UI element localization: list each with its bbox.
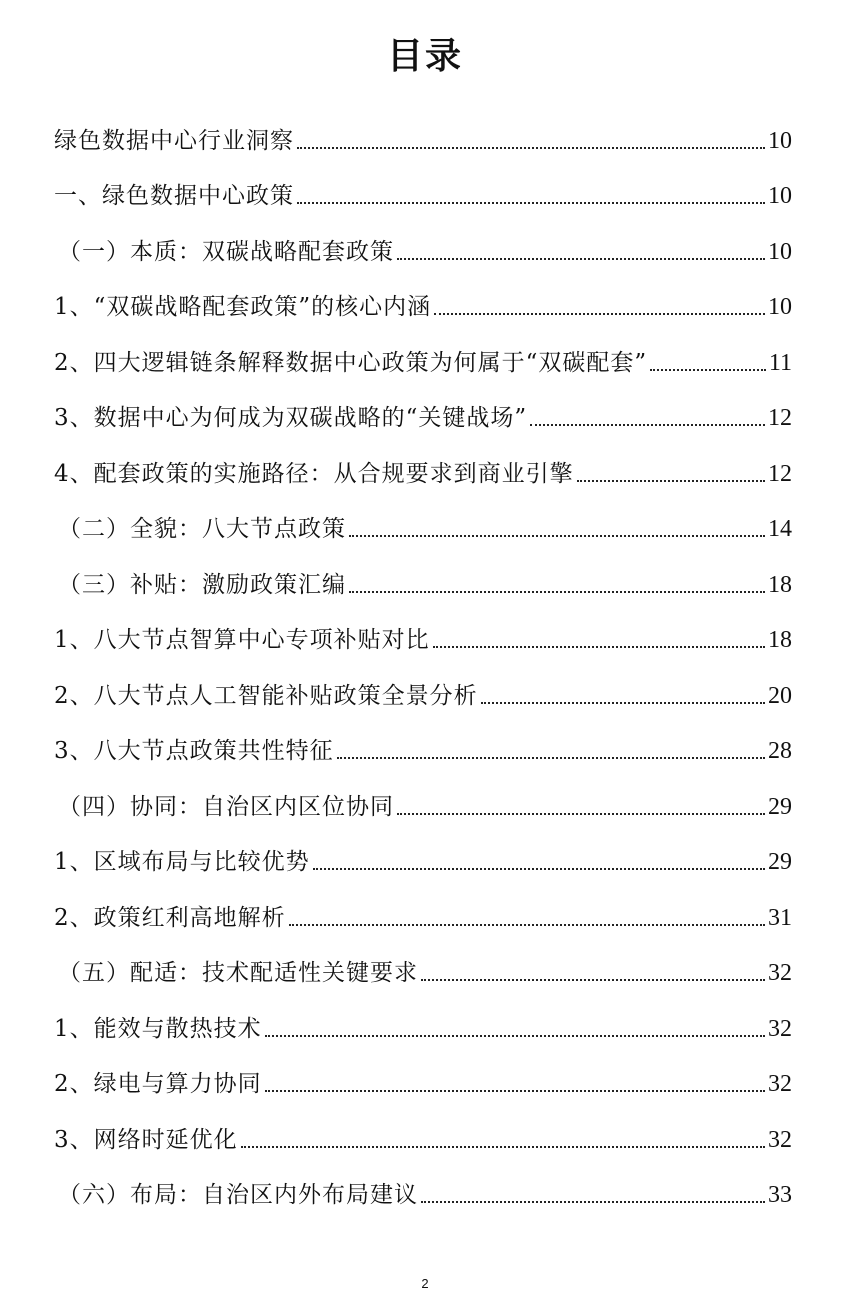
toc-entry[interactable] bbox=[54, 378, 792, 434]
toc-entry-label: 3、数据中心为何成为双碳战略的“关键战场” bbox=[54, 405, 528, 431]
toc-entry-label: （四）协同：自治区内区位协同 bbox=[58, 793, 394, 820]
toc-entry-label: （二）全貌：八大节点政策 bbox=[58, 516, 346, 542]
dot-leader bbox=[289, 924, 765, 926]
dot-leader bbox=[297, 202, 765, 204]
toc-entry-page-number: 29 bbox=[768, 849, 792, 875]
toc-entry-page-number: 18 bbox=[768, 627, 792, 653]
page-title: 目录 bbox=[386, 35, 463, 77]
toc-entry-label: （六）布局：自治区内外布局建议 bbox=[58, 1182, 418, 1208]
toc-entry[interactable] bbox=[54, 655, 792, 711]
toc-entry-page-number: 33 bbox=[768, 1182, 792, 1208]
toc-entry-page-number: 18 bbox=[768, 571, 792, 598]
toc-entry-page-number: 29 bbox=[768, 793, 792, 820]
toc-entry-page-number: 31 bbox=[768, 904, 792, 931]
table-of-contents bbox=[54, 100, 792, 1210]
toc-entry[interactable] bbox=[54, 322, 792, 378]
toc-entry[interactable] bbox=[54, 766, 792, 822]
dot-leader bbox=[397, 258, 765, 260]
dot-leader bbox=[530, 424, 765, 426]
toc-entry-page-number: 32 bbox=[768, 1015, 792, 1042]
toc-entry-page-number: 28 bbox=[768, 738, 792, 764]
toc-entry[interactable] bbox=[54, 156, 792, 212]
dot-leader bbox=[650, 369, 766, 371]
toc-entry-label: 1、八大节点智算中心专项补贴对比 bbox=[54, 627, 430, 653]
toc-entry[interactable] bbox=[54, 489, 792, 545]
toc-entry[interactable] bbox=[54, 544, 792, 600]
toc-entry[interactable] bbox=[54, 988, 792, 1044]
toc-entry-label: 2、绿电与算力协同 bbox=[54, 1071, 262, 1097]
dot-leader bbox=[434, 313, 765, 315]
dot-leader bbox=[481, 702, 765, 704]
toc-entry[interactable] bbox=[54, 211, 792, 267]
toc-entry-label: 2、政策红利高地解析 bbox=[54, 904, 286, 931]
toc-entry-label: 2、八大节点人工智能补贴政策全景分析 bbox=[54, 682, 478, 709]
dot-leader bbox=[433, 646, 765, 648]
toc-entry[interactable] bbox=[54, 1155, 792, 1211]
dot-leader bbox=[337, 757, 765, 759]
toc-entry-label: 一、绿色数据中心政策 bbox=[54, 183, 294, 209]
toc-entry[interactable] bbox=[54, 877, 792, 933]
toc-entry-page-number: 12 bbox=[768, 405, 792, 431]
dot-leader bbox=[265, 1035, 765, 1037]
toc-entry-label: （三）补贴：激励政策汇编 bbox=[58, 571, 346, 598]
page-number: 2 bbox=[421, 1276, 429, 1291]
dot-leader bbox=[349, 535, 765, 537]
dot-leader bbox=[313, 868, 765, 870]
toc-entry-page-number: 10 bbox=[768, 294, 792, 320]
toc-entry[interactable] bbox=[54, 711, 792, 767]
toc-entry-page-number: 32 bbox=[768, 1126, 792, 1153]
toc-entry-label: 3、八大节点政策共性特征 bbox=[54, 738, 334, 764]
toc-entry-page-number: 20 bbox=[768, 682, 792, 709]
toc-entry-page-number: 32 bbox=[768, 960, 792, 986]
toc-entry-page-number: 10 bbox=[768, 127, 792, 154]
toc-entry-label: （五）配适：技术配适性关键要求 bbox=[58, 960, 418, 986]
toc-entry[interactable] bbox=[54, 933, 792, 989]
toc-entry[interactable] bbox=[54, 1044, 792, 1100]
toc-entry[interactable] bbox=[54, 100, 792, 156]
toc-entry-label: 1、“双碳战略配套政策”的核心内涵 bbox=[54, 294, 432, 320]
dot-leader bbox=[421, 1201, 765, 1203]
toc-entry-label: 绿色数据中心行业洞察 bbox=[54, 127, 294, 154]
toc-entry-page-number: 10 bbox=[768, 183, 792, 209]
dot-leader bbox=[265, 1090, 765, 1092]
dot-leader bbox=[241, 1146, 765, 1148]
dot-leader bbox=[397, 813, 765, 815]
toc-entry-label: 3、网络时延优化 bbox=[54, 1126, 238, 1153]
toc-entry-page-number: 14 bbox=[768, 516, 792, 542]
toc-entry-label: 1、区域布局与比较优势 bbox=[54, 849, 310, 875]
toc-entry-label: 2、四大逻辑链条解释数据中心政策为何属于“双碳配套” bbox=[54, 349, 648, 376]
toc-entry[interactable] bbox=[54, 822, 792, 878]
toc-entry[interactable] bbox=[54, 600, 792, 656]
toc-entry-page-number: 32 bbox=[768, 1071, 792, 1097]
toc-entry-label: 4、配套政策的实施路径：从合规要求到商业引擎 bbox=[54, 460, 574, 487]
toc-entry[interactable] bbox=[54, 1099, 792, 1155]
toc-entry[interactable] bbox=[54, 433, 792, 489]
toc-entry[interactable] bbox=[54, 267, 792, 323]
dot-leader bbox=[421, 979, 765, 981]
toc-entry-page-number: 10 bbox=[768, 238, 792, 265]
toc-entry-label: （一）本质：双碳战略配套政策 bbox=[58, 238, 394, 265]
dot-leader bbox=[297, 147, 765, 149]
dot-leader bbox=[349, 591, 765, 593]
toc-entry-label: 1、能效与散热技术 bbox=[54, 1015, 262, 1042]
toc-entry-page-number: 12 bbox=[768, 460, 792, 487]
dot-leader bbox=[577, 480, 765, 482]
toc-entry-page-number: 11 bbox=[768, 349, 792, 376]
